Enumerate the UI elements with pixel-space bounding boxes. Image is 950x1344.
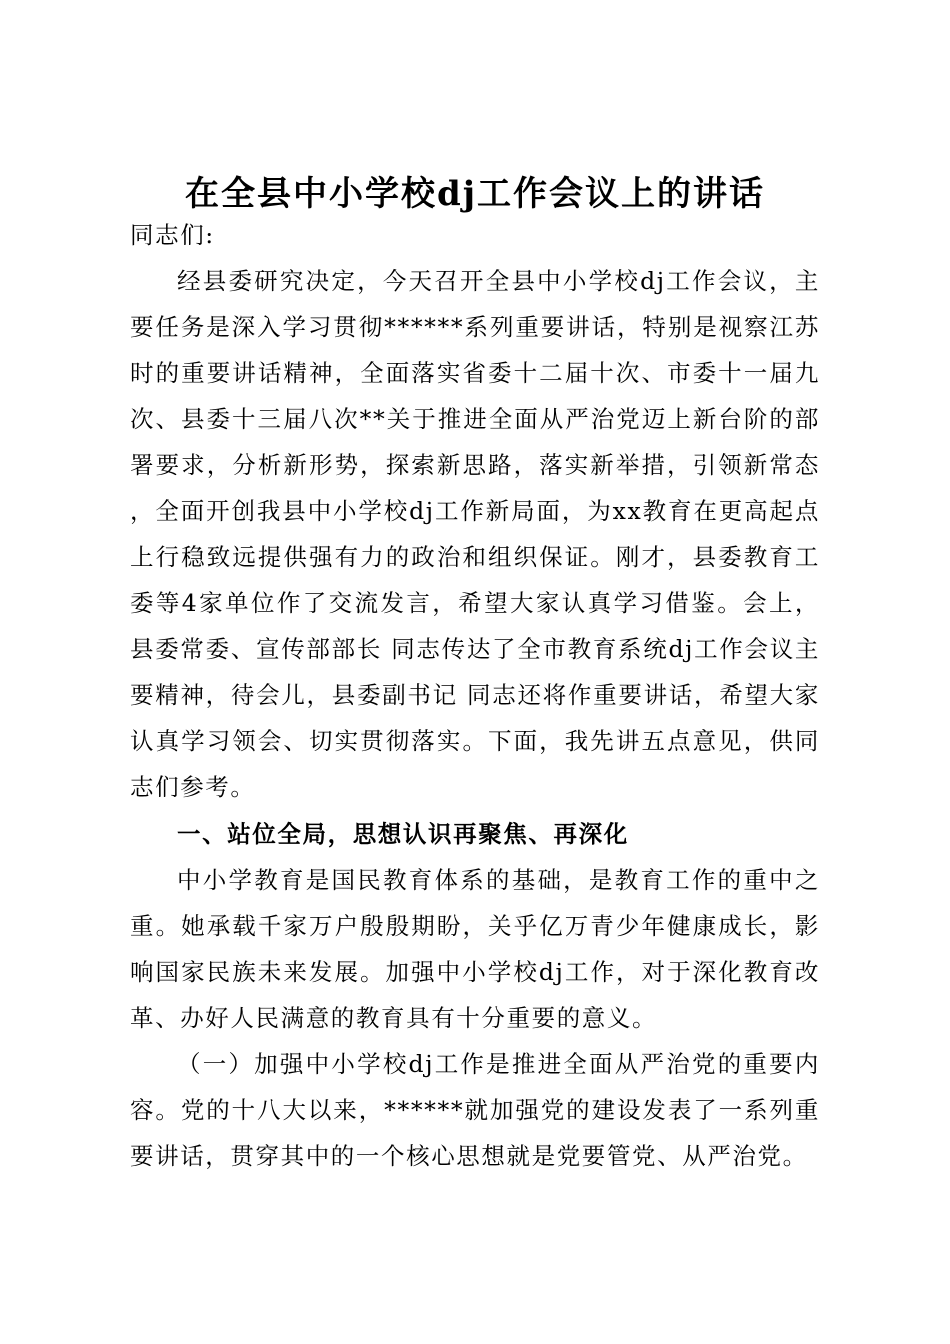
paragraph-intro: 经县委研究决定，今天召开全县中小学校dj工作会议，主要任务是深入学习贯彻******系列重要讲话，特别是视察江苏时的重要讲话精神，全面落实省委十二届十次、市委十一届九次、县委十三届八次**关于推进全面从严治党迈上新台阶的部署要求，分析新形势，探索新思路，落实新举措，引领新常态，全面开创我县中小学校dj工作新局面，为xx教育在更高起点上行稳致远提供强有力的政治和组织保证。刚才，县委教育工委等4家单位作了交流发言，希望大家认真学习借鉴。会上，县委常委、宣传部部长 同志传达了全市教育系统dj工作会议主要精神，待会儿，县委副书记 同志还将作重要讲话，希望大家认真学习领会、切实贯彻落实。下面，我先讲五点意见，供同志们参考。	[130, 267, 820, 801]
document-body	[130, 212, 820, 1179]
document-title: 在全县中小学校dj工作会议上的讲话	[184, 174, 766, 214]
section-heading: 一、站位全局，思想认识再聚焦、再深化	[177, 820, 629, 848]
salutation: 同志们:	[130, 221, 215, 249]
paragraph-subpoint-1: （一）加强中小学校dj工作是推进全面从严治党的重要内容。党的十八大以来，******就加强党的建设发表了一系列重要讲话，贯穿其中的一个核心思想就是党要管党、从严治党。	[130, 1050, 820, 1170]
paragraph-importance: 中小学教育是国民教育体系的基础，是教育工作的重中之重。她承载千家万户殷殷期盼，关乎亿万青少年健康成长，影响国家民族未来发展。加强中小学校dj工作，对于深化教育改革、办好人民满意的教育具有十分重要的意义。	[130, 866, 820, 1032]
